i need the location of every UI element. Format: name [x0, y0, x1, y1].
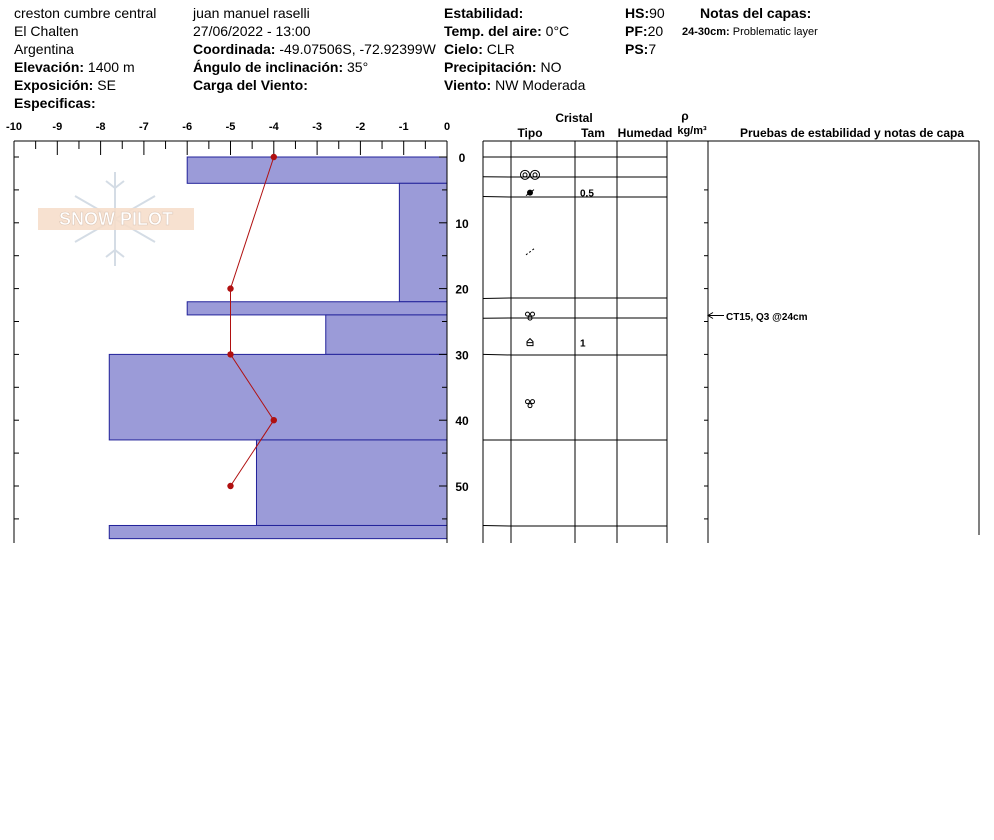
x-tick-label: -3	[312, 121, 322, 133]
exposure-label: Exposición:	[14, 77, 94, 93]
hardness-bar	[187, 302, 447, 315]
temperature-point	[227, 483, 233, 489]
pf-value: 20	[647, 23, 664, 39]
rounded-icon	[526, 312, 535, 320]
location-name: creston cumbre central	[14, 5, 157, 21]
notes-title: Notas del capas:	[700, 5, 812, 21]
layer-connector	[483, 525, 511, 526]
decomposing-icon	[526, 190, 534, 196]
precip-label: Precipitación:	[444, 59, 537, 75]
x-tick-label: -4	[268, 121, 279, 133]
observer-name: juan manuel raselli	[193, 5, 310, 21]
hardness-bar	[187, 157, 447, 183]
depth-hoar-icon	[527, 339, 533, 346]
angle-label: Ángulo de inclinación:	[193, 59, 344, 75]
precip-particles-icon	[521, 170, 540, 179]
header-humedad: Humedad	[617, 126, 673, 140]
crystal-table	[483, 141, 979, 543]
header-tipo: Tipo	[517, 126, 543, 140]
hardness-bar	[399, 183, 447, 301]
hardness-bar	[109, 525, 447, 538]
specifics-label: Especificas:	[14, 95, 96, 111]
precip-value: NO	[540, 59, 562, 75]
logo-text: SNOW PILOT	[59, 209, 173, 229]
temperature-point	[227, 351, 233, 357]
sky-label: Cielo:	[444, 41, 483, 57]
layer-connector	[483, 354, 511, 355]
temperature-point	[271, 154, 277, 160]
y-tick-label: 30	[455, 348, 469, 363]
stability-label: Estabilidad:	[444, 5, 524, 21]
header-tam: Tam	[581, 126, 605, 140]
hardness-bar	[109, 354, 447, 440]
temperature-point	[227, 285, 233, 291]
stability-test-marker	[708, 312, 808, 323]
air-temp-value: 0°C	[545, 23, 570, 39]
x-tick-label: -7	[139, 121, 149, 133]
header-rho: ρ	[681, 109, 689, 123]
y-tick-label: 50	[455, 480, 469, 494]
x-tick-label: -2	[355, 121, 366, 133]
crystal-size-value: 1	[580, 338, 586, 350]
x-tick-label: -1	[398, 121, 409, 133]
x-tick-label: -5	[225, 121, 236, 133]
wind-label: Viento:	[444, 77, 492, 93]
pf-label: PF:	[625, 23, 648, 39]
hardness-bar	[256, 440, 447, 526]
stability-test-label: CT15, Q3 @24cm	[726, 312, 808, 323]
elevation-value: 1400 m	[87, 59, 135, 75]
x-tick-label: -8	[95, 121, 106, 133]
y-tick-label: 10	[455, 216, 469, 231]
table-headers	[517, 109, 964, 140]
x-tick-label: -10	[6, 121, 22, 133]
sky-value: CLR	[486, 41, 515, 57]
angle-value: 35°	[347, 59, 369, 75]
rounded-icon	[526, 400, 535, 408]
x-tick-label: 0	[443, 121, 451, 133]
coordinate-label: Coordinada:	[193, 41, 276, 57]
country-name: Argentina	[14, 41, 74, 57]
snowpilot-logo	[38, 172, 194, 266]
ps-value: 7	[648, 41, 657, 57]
x-tick-label: -9	[52, 121, 63, 133]
header-density-unit: kg/m³	[677, 125, 707, 137]
exposure-value: SE	[97, 77, 116, 93]
wind-load-label: Carga del Viento:	[193, 77, 308, 93]
observation-datetime: 27/06/2022 - 13:00	[193, 23, 311, 39]
y-tick-label: 0	[458, 151, 466, 165]
hs-label: HS:	[625, 5, 650, 21]
hs-value: 90	[649, 5, 665, 21]
x-tick-label: -6	[182, 121, 193, 133]
y-tick-label: 40	[455, 414, 469, 429]
y-tick-label: 20	[455, 282, 469, 297]
temperature-point	[271, 417, 277, 423]
air-temp-label: Temp. del aire:	[444, 23, 542, 39]
header-tests: Pruebas de estabilidad y notas de capa	[739, 126, 965, 140]
header-cristal: Cristal	[555, 111, 593, 125]
region-name: El Chalten	[14, 23, 79, 39]
ps-label: PS:	[625, 41, 649, 57]
wind-value: NW Moderada	[495, 77, 586, 93]
layer-connector	[483, 196, 511, 197]
elevation-label: Elevación:	[14, 59, 85, 75]
coordinate-value: -49.07506S, -72.92399W	[279, 41, 436, 57]
rounded-faceted-icon	[526, 249, 534, 255]
crystal-size-value: 0.5	[580, 188, 594, 200]
hardness-bar	[326, 315, 447, 354]
note-text: Problematic layer	[732, 26, 818, 38]
note-range: 24-30cm:	[682, 26, 730, 38]
